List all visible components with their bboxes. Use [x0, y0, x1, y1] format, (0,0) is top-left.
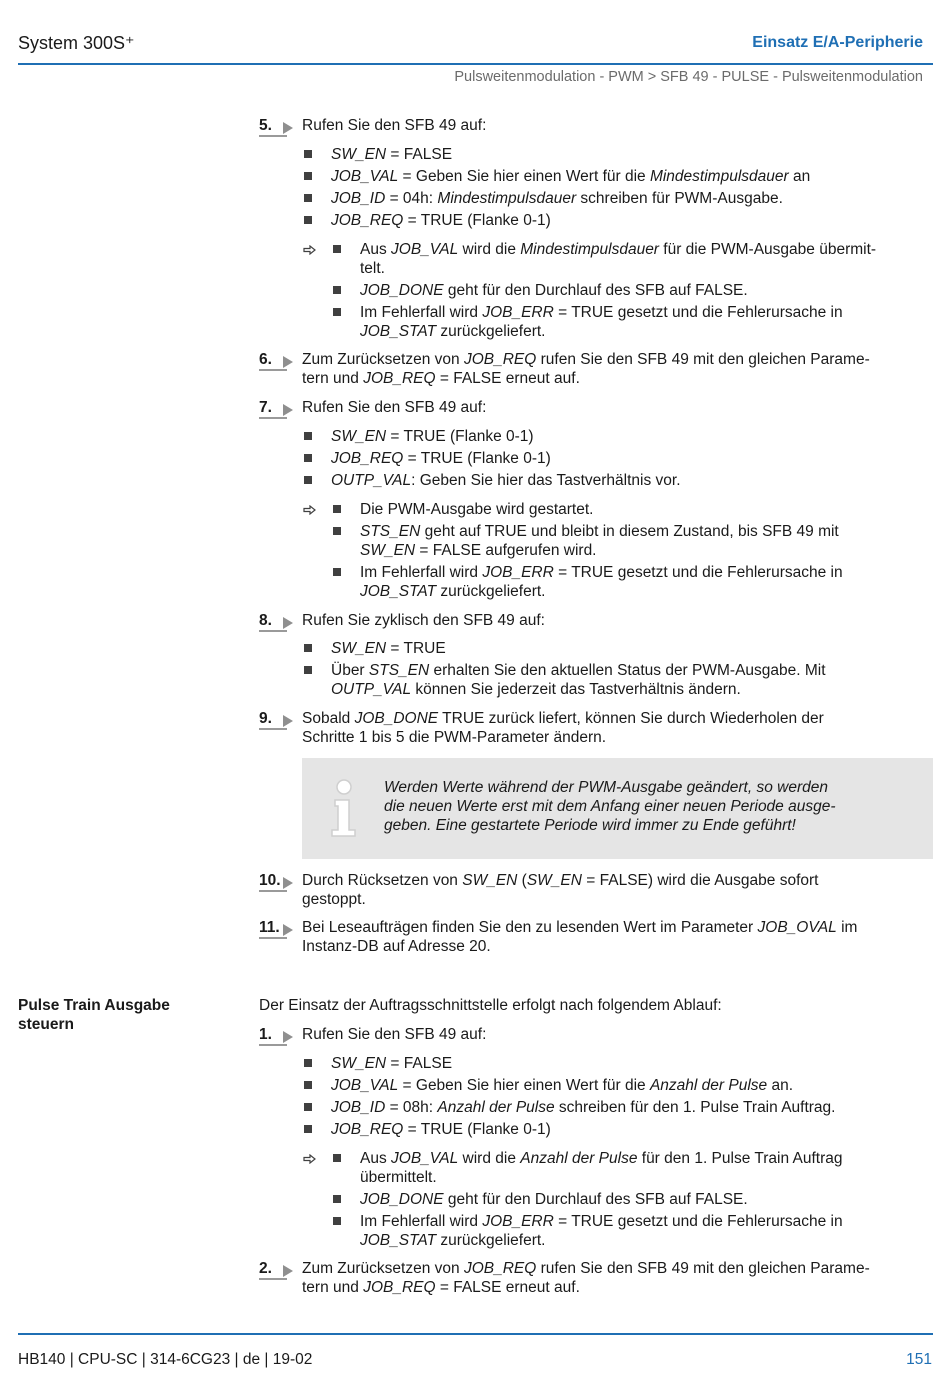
result-item: Im Fehlerfall wird JOB_ERR = TRUE gesetzt und die Fehlerursache in [360, 1213, 843, 1230]
step-text: Zum Zurücksetzen von JOB_REQ rufen Sie den SFB 49 mit den gleichen Parame- [302, 351, 870, 368]
bullet-icon [333, 568, 341, 576]
list-item: SW_EN = TRUE [331, 640, 446, 657]
bullet-icon [304, 172, 312, 180]
step-arrow-icon [283, 356, 293, 368]
result-item: Im Fehlerfall wird JOB_ERR = TRUE gesetzt und die Fehlerursache in [360, 304, 843, 321]
info-note [302, 758, 933, 859]
result-item: JOB_DONE geht für den Durchlauf des SFB auf FALSE. [360, 282, 748, 299]
bullet-icon [333, 245, 341, 253]
step-text: Rufen Sie den SFB 49 auf: [302, 1026, 487, 1043]
step-arrow-icon [283, 1265, 293, 1277]
step-number: 1. [259, 1026, 272, 1043]
bullet-icon [304, 454, 312, 462]
step-number: 10. [259, 872, 281, 889]
step-text-cont: tern und JOB_REQ = FALSE erneut auf. [302, 1279, 580, 1296]
result-item-cont: JOB_STAT zurückgeliefert. [360, 583, 546, 600]
note-line: geben. Eine gestartete Periode wird immer zu Ende geführt! [384, 817, 796, 834]
step-arrow-icon [283, 617, 293, 629]
step-text-cont: Schritte 1 bis 5 die PWM-Parameter ändern. [302, 729, 607, 746]
result-item-cont: telt. [360, 260, 385, 277]
step-text-cont: tern und JOB_REQ = FALSE erneut auf. [302, 370, 580, 387]
bullet-icon [304, 1081, 312, 1089]
breadcrumb: Pulsweitenmodulation - PWM > SFB 49 - PULSE - Pulsweitenmodulation [454, 69, 923, 85]
bullet-icon [333, 1154, 341, 1162]
step-text: Sobald JOB_DONE TRUE zurück liefert, können Sie durch Wiederholen der [302, 710, 824, 727]
list-item: JOB_ID = 08h: Anzahl der Pulse schreiben für den 1. Pulse Train Auftrag. [331, 1099, 836, 1116]
step-number: 9. [259, 710, 272, 727]
note-text [384, 778, 904, 835]
list-item: Über STS_EN erhalten Sie den aktuellen Status der PWM-Ausgabe. Mit [331, 662, 826, 679]
list-item: JOB_REQ = TRUE (Flanke 0-1) [331, 450, 551, 467]
step-text: Rufen Sie den SFB 49 auf: [302, 399, 487, 416]
bullet-icon [304, 150, 312, 158]
step-text: Bei Leseaufträgen finden Sie den zu lesenden Wert im Parameter JOB_OVAL im [302, 919, 858, 936]
result-item-cont: JOB_STAT zurückgeliefert. [360, 323, 546, 340]
section-heading-line: Pulse Train Ausgabe [18, 997, 170, 1014]
step-number: 2. [259, 1260, 272, 1277]
section-heading [18, 996, 218, 1034]
result-item: Aus JOB_VAL wird die Mindestimpulsdauer für die PWM-Ausgabe übermit- [360, 241, 877, 258]
list-item: OUTP_VAL: Geben Sie hier das Tastverhältnis vor. [331, 472, 681, 489]
step-arrow-icon [283, 715, 293, 727]
list-item: JOB_REQ = TRUE (Flanke 0-1) [331, 1121, 551, 1138]
step-text-cont: Instanz-DB auf Adresse 20. [302, 938, 491, 955]
bullet-icon [304, 432, 312, 440]
step-text: Zum Zurücksetzen von JOB_REQ rufen Sie den SFB 49 mit den gleichen Parame- [302, 1260, 870, 1277]
list-item: JOB_ID = 04h: Mindestimpulsdauer schreiben für PWM-Ausgabe. [331, 190, 783, 207]
list-item: JOB_VAL = Geben Sie hier einen Wert für die Mindestimpulsdauer an [331, 168, 811, 185]
bullet-icon [304, 194, 312, 202]
bullet-icon [304, 216, 312, 224]
bullet-icon [333, 505, 341, 513]
step-arrow-icon [283, 404, 293, 416]
step-arrow-icon [283, 877, 293, 889]
step-text-cont: gestoppt. [302, 891, 366, 908]
result-item-cont: übermittelt. [360, 1169, 437, 1186]
page-number: 151 [906, 1351, 932, 1368]
list-item: JOB_VAL = Geben Sie hier einen Wert für die Anzahl der Pulse an. [331, 1077, 793, 1094]
bullet-icon [304, 1059, 312, 1067]
bullet-icon [304, 476, 312, 484]
step-text: Rufen Sie den SFB 49 auf: [302, 117, 487, 134]
info-icon [327, 778, 361, 838]
step-number: 5. [259, 117, 272, 134]
header-divider [18, 63, 933, 65]
note-line: Werden Werte während der PWM-Ausgabe geändert, so werden [384, 779, 828, 796]
result-item: Aus JOB_VAL wird die Anzahl der Pulse für den 1. Pulse Train Auftrag [360, 1150, 843, 1167]
step-text: Rufen Sie zyklisch den SFB 49 auf: [302, 612, 545, 629]
result-item: Die PWM-Ausgabe wird gestartet. [360, 501, 594, 518]
step-number: 6. [259, 351, 272, 368]
result-item: JOB_DONE geht für den Durchlauf des SFB auf FALSE. [360, 1191, 748, 1208]
section-heading-line: steuern [18, 1016, 74, 1033]
bullet-icon [304, 1125, 312, 1133]
bullet-icon [333, 286, 341, 294]
result-item: STS_EN geht auf TRUE und bleibt in diesem Zustand, bis SFB 49 mit [360, 523, 839, 540]
result-arrow-icon [303, 1154, 316, 1164]
step-text: Durch Rücksetzen von SW_EN (SW_EN = FALSE) wird die Ausgabe sofort [302, 872, 819, 889]
note-line: die neuen Werte erst mit dem Anfang einer neuen Periode ausge- [384, 798, 836, 815]
chapter-title: Einsatz E/A-Peripherie [752, 34, 923, 51]
bullet-icon [304, 1103, 312, 1111]
result-item-cont: JOB_STAT zurückgeliefert. [360, 1232, 546, 1249]
result-arrow-icon [303, 245, 316, 255]
section-intro: Der Einsatz der Auftragsschnittstelle erfolgt nach folgendem Ablauf: [259, 997, 722, 1014]
list-item-cont: OUTP_VAL können Sie jederzeit das Tastverhältnis ändern. [331, 681, 741, 698]
bullet-icon [333, 308, 341, 316]
footer-divider [18, 1333, 933, 1335]
step-arrow-icon [283, 1031, 293, 1043]
bullet-icon [333, 1217, 341, 1225]
step-number: 8. [259, 612, 272, 629]
list-item: SW_EN = FALSE [331, 1055, 453, 1072]
bullet-icon [333, 1195, 341, 1203]
bullet-icon [304, 644, 312, 652]
list-item: JOB_REQ = TRUE (Flanke 0-1) [331, 212, 551, 229]
step-number: 11. [259, 919, 280, 936]
list-item: SW_EN = FALSE [331, 146, 453, 163]
result-item: Im Fehlerfall wird JOB_ERR = TRUE gesetzt und die Fehlerursache in [360, 564, 843, 581]
result-arrow-icon [303, 505, 316, 515]
list-item: SW_EN = TRUE (Flanke 0-1) [331, 428, 534, 445]
bullet-icon [333, 527, 341, 535]
step-number: 7. [259, 399, 272, 416]
product-title: System 300S⁺ [18, 33, 135, 53]
document-id: HB140 | CPU-SC | 314-6CG23 | de | 19-02 [18, 1351, 313, 1368]
bullet-icon [304, 666, 312, 674]
result-item-cont: SW_EN = FALSE aufgerufen wird. [360, 542, 597, 559]
step-arrow-icon [283, 924, 293, 936]
step-arrow-icon [283, 122, 293, 134]
